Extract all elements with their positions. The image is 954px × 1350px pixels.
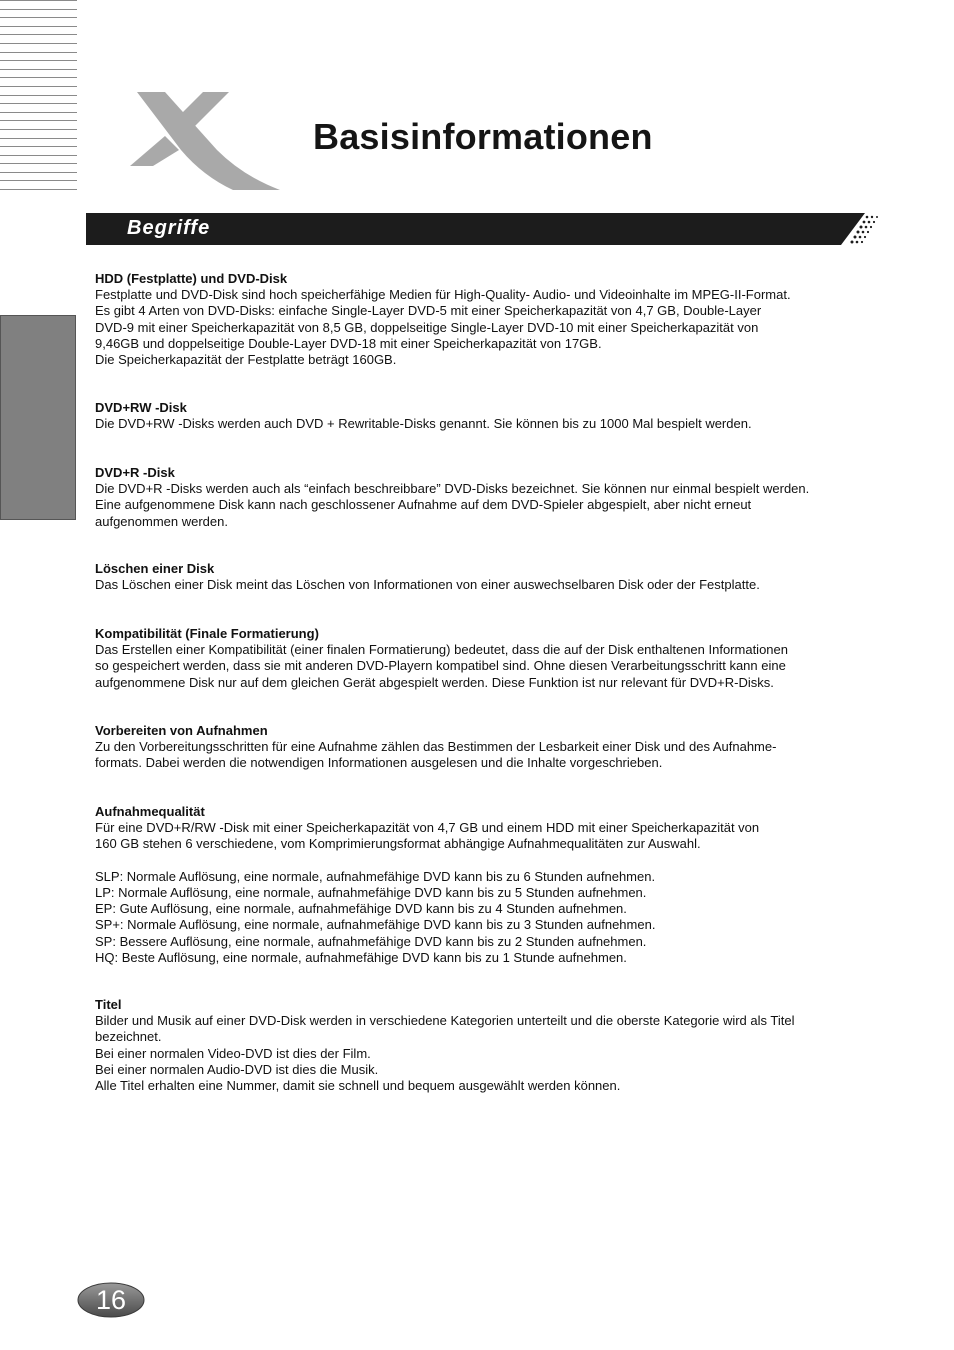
definition-text-line: Bilder und Musik auf einer DVD-Disk werden in verschiedene Kategorien unterteilt und die oberste Kategorie wird als Titel <box>95 1013 795 1029</box>
side-tab <box>0 315 76 520</box>
definition-text-line: Das Erstellen einer Kompatibilität (einer finalen Formatierung) bedeutet, dass die auf der Disk enthaltenen Informationen <box>95 642 788 658</box>
definition-text-line: bezeichnet. <box>95 1029 162 1045</box>
definition-text-line: Die DVD+RW -Disks werden auch DVD + Rewritable-Disks genannt. Sie können bis zu 1000 Mal bespielt werden. <box>95 416 752 432</box>
section-title: Begriffe <box>127 217 211 239</box>
definition-text-line: Das Löschen einer Disk meint das Löschen von Informationen von einer auswechselbaren Disk oder der Festplatte. <box>95 577 760 593</box>
page-title: Basisinformationen <box>313 116 653 157</box>
definition-text-line: Bei einer normalen Audio-DVD ist dies die Musik. <box>95 1061 379 1077</box>
definition-text-line: Festplatte und DVD-Disk sind hoch speicherfähige Medien für High-Quality- Audio- und Videoinhalte im MPEG-II-Format. <box>95 287 791 303</box>
definition-heading: DVD+RW -Disk <box>95 400 187 415</box>
definition-heading: Löschen einer Disk <box>95 561 215 576</box>
brand-x-logo <box>125 88 280 192</box>
quality-mode-line: SLP: Normale Auflösung, eine normale, aufnahmefähige DVD kann bis zu 6 Stunden aufnehmen. <box>95 868 656 884</box>
quality-mode-line: SP: Bessere Auflösung, eine normale, aufnahmefähige DVD kann bis zu 2 Stunden aufnehmen. <box>95 933 647 949</box>
page-number: 16 <box>95 1285 127 1315</box>
definition-text-line: Bei einer normalen Video-DVD ist dies der Film. <box>95 1045 371 1061</box>
dot-pattern-decoration <box>841 213 879 245</box>
definition-text-line: Es gibt 4 Arten von DVD-Disks: einfache Single-Layer DVD-5 mit einer Speicherkapazität von 4,7 GB, Double-Layer <box>95 303 762 319</box>
definition-text-line: 160 GB stehen 6 verschiedene, vom Komprimierungsformat abhängige Aufnahmequalitäten zur Auswahl. <box>95 836 701 852</box>
definition-text-line: Für eine DVD+R/RW -Disk mit einer Speicherkapazität von 4,7 GB und einem HDD mit einer Speicherkapazität von <box>95 820 760 836</box>
definition-disk-erase <box>95 561 895 593</box>
definition-heading: HDD (Festplatte) und DVD-Disk <box>95 271 288 286</box>
definition-text-line: so gespeichert werden, dass sie mit anderen DVD-Playern kompatibel sind. Ohne diesen Verarbeitungsschritt kann eine <box>95 658 786 674</box>
definition-text-line: aufgenommene Disk nur auf dem gleichen Gerät abgespielt werden. Diese Funktion ist nur relevant für DVD+R-Disks. <box>95 674 774 690</box>
definition-heading: DVD+R -Disk <box>95 465 175 480</box>
definition-text-line: Die DVD+R -Disks werden auch als “einfach beschreibbare” DVD-Disks bezeichnet. Sie können nur einmal bespielt werden. <box>95 481 810 497</box>
quality-mode-line: SP+: Normale Auflösung, eine normale, aufnahmefähige DVD kann bis zu 3 Stunden aufnehmen. <box>95 917 656 933</box>
margin-lines <box>0 0 77 190</box>
definition-recording-quality <box>95 804 895 966</box>
definition-text-line: Die Speicherkapazität der Festplatte beträgt 160GB. <box>95 352 397 368</box>
definition-hdd-dvd <box>95 271 895 368</box>
definition-heading: Vorbereiten von Aufnahmen <box>95 723 268 738</box>
definition-dvd-rw <box>95 400 895 432</box>
definition-title <box>95 997 895 1094</box>
section-header-bar <box>86 213 879 245</box>
definition-dvd-r <box>95 465 895 530</box>
definition-text-line: aufgenommen werden. <box>95 513 228 529</box>
definition-text-line: Eine aufgenommene Disk kann nach geschlossener Aufnahme auf dem DVD-Spieler abgespielt, aber nicht erneut <box>95 497 752 513</box>
definition-heading: Titel <box>95 997 122 1012</box>
definition-text-line: 9,46GB und doppelseitige Double-Layer DVD-18 mit einer Speicherkapazität von 17GB. <box>95 335 602 351</box>
quality-mode-line: EP: Gute Auflösung, eine normale, aufnahmefähige DVD kann bis zu 4 Stunden aufnehmen. <box>95 901 627 917</box>
definition-text-line: formats. Dabei werden die notwendigen Informationen ausgelesen und die Inhalte vorgeschrieben. <box>95 755 663 771</box>
quality-mode-line: HQ: Beste Auflösung, eine normale, aufnahmefähige DVD kann bis zu 1 Stunde aufnehmen. <box>95 949 627 965</box>
definition-compatibility <box>95 626 895 691</box>
definition-heading: Aufnahmequalität <box>95 804 205 819</box>
definition-text-line: DVD-9 mit einer Speicherkapazität von 8,5 GB, doppelseitige Single-Layer DVD-10 mit einer Speicherkapazität von <box>95 319 759 335</box>
definition-text-line: Zu den Vorbereitungsschritten für eine Aufnahme zählen das Bestimmen der Lesbarkeit einer Disk und des Aufnahme- <box>95 739 777 755</box>
definition-heading: Kompatibilität (Finale Formatierung) <box>95 626 319 641</box>
definition-text-line: Alle Titel erhalten eine Nummer, damit sie schnell und bequem ausgewählt werden können. <box>95 1078 621 1094</box>
paragraph-gap <box>95 853 895 869</box>
quality-mode-line: LP: Normale Auflösung, eine normale, aufnahmefähige DVD kann bis zu 5 Stunden aufnehmen. <box>95 885 647 900</box>
page-number-badge <box>77 1282 145 1318</box>
definition-recording-prep <box>95 723 895 772</box>
